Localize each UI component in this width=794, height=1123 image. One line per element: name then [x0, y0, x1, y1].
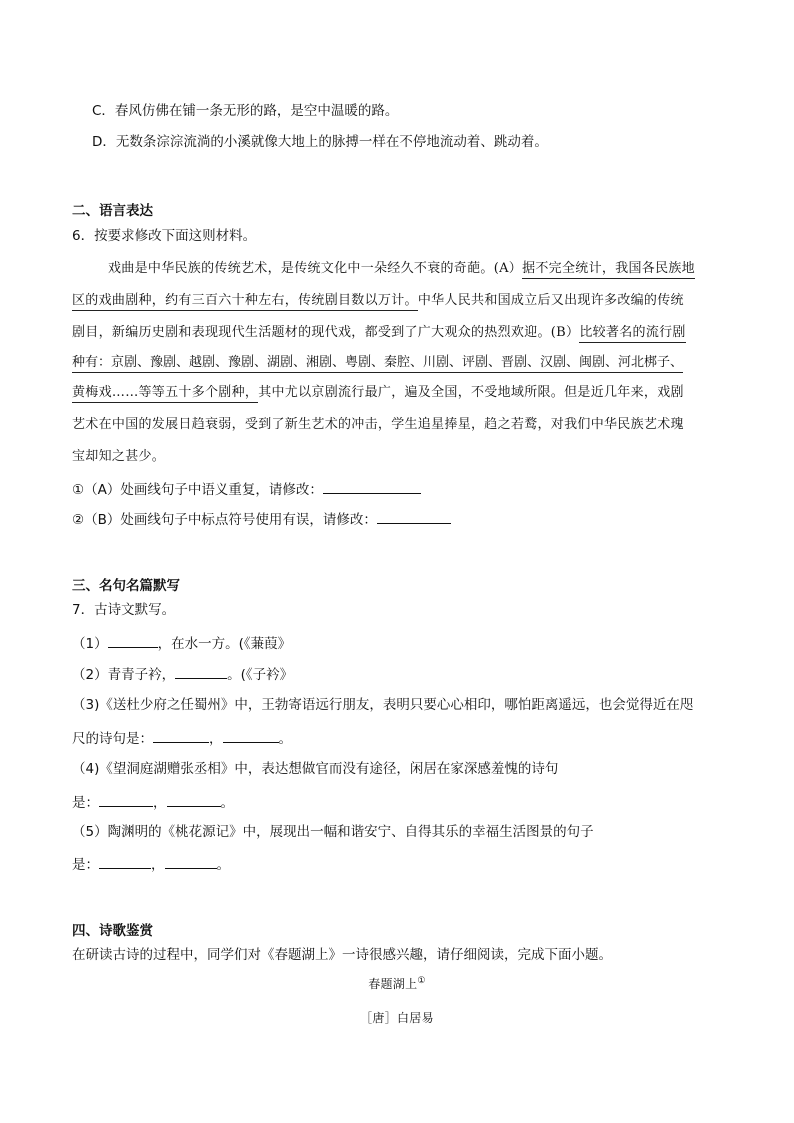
section-4-intro: 在研读古诗的过程中，同学们对《春题湖上》一诗很感兴趣，请仔细阅读，完成下面小题。: [72, 947, 612, 963]
underlined-sentence-a: 据不完全统计，我国各民族地: [522, 261, 695, 279]
poem-title: [0, 977, 794, 990]
answer-blank[interactable]: [323, 482, 421, 494]
item-text: 。: [220, 795, 234, 811]
passage-line-3: [72, 326, 686, 339]
answer-blank[interactable]: [223, 731, 279, 743]
answer-blank[interactable]: [167, 795, 221, 807]
answer-blank[interactable]: [165, 857, 217, 869]
recitation-item-1: [72, 636, 291, 652]
recitation-item-2: [72, 667, 293, 683]
recitation-item-4-answer: [72, 795, 234, 811]
option-d: D．无数条淙淙流淌的小溪就像大地上的脉搏一样在不停地流动着、跳动着。: [92, 134, 548, 150]
answer-blank[interactable]: [175, 667, 227, 679]
question-6-2-text: ②（B）处画线句子中标点符号使用有误，请修改：: [72, 512, 377, 528]
answer-blank[interactable]: [153, 731, 209, 743]
item-text: 。: [216, 857, 230, 873]
passage-text: 其中尤以京剧流行最广，遍及全国，不受地域所限。但是近几年来，戏剧: [258, 385, 684, 400]
item-text: 。: [278, 731, 292, 747]
item-text: ，: [153, 795, 167, 811]
answer-blank[interactable]: [108, 636, 158, 648]
underlined-sentence-b: 黄梅戏……等等五十多个剧种，: [72, 385, 258, 403]
section-heading-4: 四、诗歌鉴赏: [72, 923, 153, 939]
answer-blank[interactable]: [377, 512, 451, 524]
question-6-prompt: 6．按要求修改下面这则材料。: [72, 228, 257, 244]
item-text: ，在水一方。(《蒹葭》: [157, 636, 292, 652]
answer-blank[interactable]: [99, 857, 151, 869]
item-text: （2）青青子衿，: [72, 667, 176, 683]
recitation-item-5: （5）陶渊明的《桃花源记》中，展现出一幅和谐安宁、自得其乐的幸福生活图景的句子: [72, 824, 594, 840]
item-text: 是：: [72, 795, 99, 811]
recitation-item-5-answer: [72, 857, 230, 873]
passage-line-4: [72, 356, 683, 369]
passage-text: 戏曲是中华民族的传统艺术，是传统文化中一朵经久不衰的奇葩。(A）: [108, 261, 523, 276]
question-6-1: [72, 482, 421, 498]
passage-line-6: 艺术在中国的发展日趋衰弱，受到了新生艺术的冲击，学生追星捧星，趋之若鹜，对我们中华民族艺术瑰: [72, 417, 684, 432]
passage-line-7: 宝却知之甚少。: [72, 449, 166, 464]
poem-author: ［唐］白居易: [360, 1011, 434, 1025]
question-6-2: [72, 512, 451, 528]
underlined-sentence-a: 区的戏曲剧种，约有三百六十种左右，传统剧目数以万计。: [72, 293, 418, 311]
question-7-prompt: 7．古诗文默写。: [72, 602, 176, 618]
footnote-mark: ①: [417, 976, 426, 986]
question-6-1-text: ①（A）处画线句子中语义重复，请修改：: [72, 482, 323, 498]
underlined-sentence-b: 比较著名的流行剧: [579, 325, 685, 343]
item-text: ，: [209, 731, 223, 747]
item-text: 。(《子衿》: [227, 667, 294, 683]
section-heading-3: 三、名句名篇默写: [72, 578, 180, 594]
passage-line-2: [72, 294, 684, 307]
recitation-item-3: （3)《送杜少府之任蜀州》中，王勃寄语远行朋友，表明只要心心相印，哪怕距离遥远，也会觉得近在咫: [72, 697, 694, 713]
passage-line-5: [72, 386, 684, 399]
passage-text: 中华人民共和国成立后又出现许多改编的传统: [417, 293, 684, 308]
item-text: ，: [151, 857, 165, 873]
item-text: 尺的诗句是：: [72, 731, 153, 747]
section-heading-2: 二、语言表达: [72, 203, 153, 219]
passage-line-1: [108, 262, 695, 275]
passage-text: 剧目，新编历史剧和表现现代生活题材的现代戏，都受到了广大观众的热烈欢迎。(B）: [72, 325, 580, 340]
item-text: （1）: [72, 636, 108, 652]
recitation-item-4: （4)《望洞庭湖赠张丞相》中，表达想做官而没有途径，闲居在家深感羞愧的诗句: [72, 761, 559, 777]
recitation-item-3-answer: [72, 731, 292, 747]
item-text: 是：: [72, 857, 99, 873]
option-c: C．春风仿佛在铺一条无形的路，是空中温暖的路。: [92, 103, 399, 119]
answer-blank[interactable]: [99, 795, 153, 807]
poem-title-text: 春题湖上: [368, 977, 418, 991]
underlined-sentence-b: 种有：京剧、豫剧、越剧、豫剧、湖剧、湘剧、粤剧、秦腔、川剧、评剧、晋剧、汉剧、闽剧、河北梆子、: [72, 355, 683, 373]
